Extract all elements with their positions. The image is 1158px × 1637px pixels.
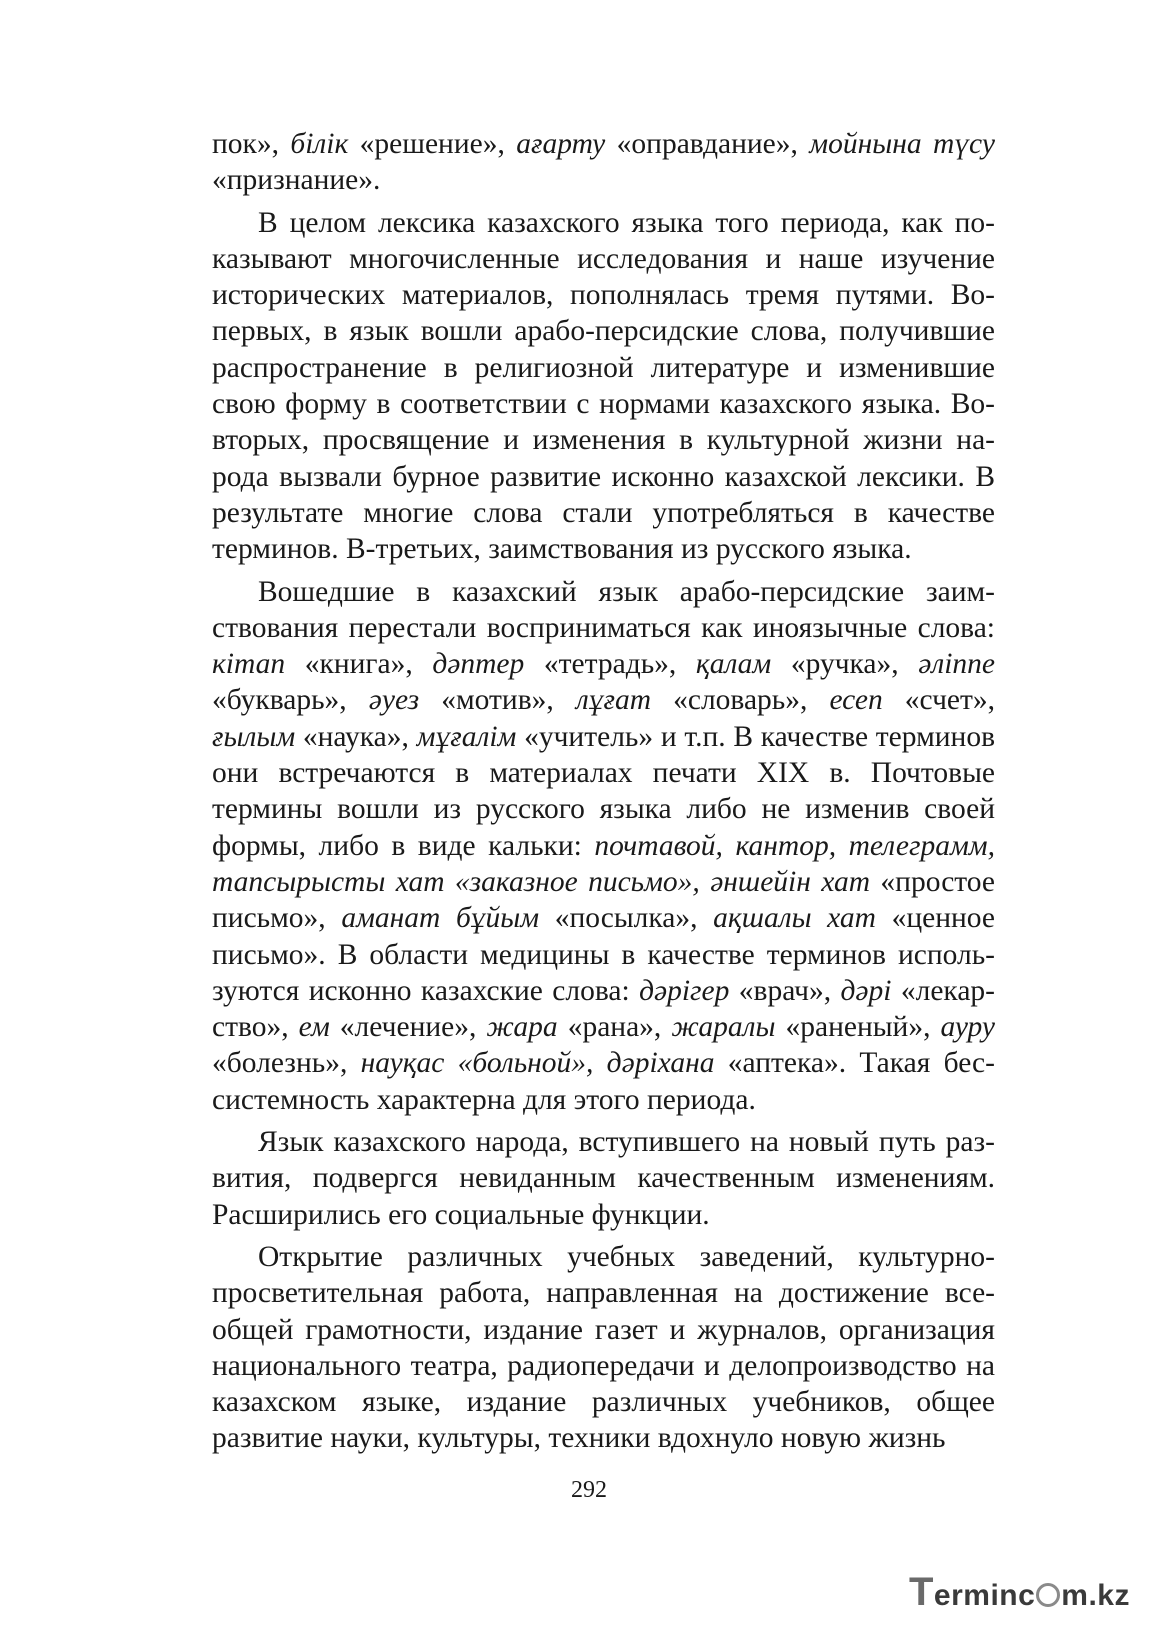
paragraph	[212, 205, 995, 568]
paragraph	[212, 1124, 995, 1233]
text-run: «болезнь»,	[212, 1047, 361, 1080]
page-number: 292	[571, 1477, 607, 1503]
italic-term: қалам	[695, 648, 772, 681]
text-run: «врач»,	[729, 974, 841, 1007]
italic-term: ем	[298, 1011, 330, 1044]
italic-term: аманат бұйым	[341, 902, 540, 935]
italic-term: дәрі	[840, 974, 892, 1007]
text-run: «ручка»,	[771, 648, 919, 681]
text-run: «посылка»,	[539, 902, 714, 935]
paragraph	[212, 126, 995, 199]
italic-term: ғылым	[212, 720, 296, 753]
page-text	[212, 126, 995, 1457]
text-run: «словарь»,	[651, 684, 830, 717]
text-run: Вошедшие в казахский язык арабо-персидские заимствования перестали восприниматься как иноязычные слова:	[212, 575, 995, 644]
italic-term: жара	[486, 1011, 558, 1044]
text-run: «признание».	[212, 164, 381, 197]
text-run: «лечение»,	[329, 1011, 487, 1044]
termincom-watermark-logo	[909, 1570, 1130, 1615]
text-run: «простое письмо»,	[212, 865, 995, 935]
text-run: «тетрадь»,	[524, 648, 696, 681]
text-run: «мотив»,	[419, 684, 576, 717]
text-run: Язык казахского народа, вступившего на новый путь развития, подвергся невиданным качественным изменениям. Расширились его социальные функции.	[212, 1126, 995, 1231]
italic-term: ауру	[940, 1011, 996, 1044]
italic-term: кітап	[212, 648, 286, 681]
text-run: «наука»,	[295, 720, 417, 753]
italic-term: дәптер	[432, 648, 525, 681]
paragraph	[212, 574, 995, 1118]
italic-term: мойнына түсу	[809, 128, 995, 160]
italic-term: ақшалы хат	[713, 902, 876, 935]
text-run: «счет»,	[882, 684, 996, 717]
text-run: «оправдание»,	[605, 128, 810, 160]
watermark-text-middle: erminc	[933, 1579, 1036, 1612]
italic-term: әліппе	[918, 648, 995, 681]
italic-term: әуез	[368, 684, 420, 717]
text-run: «аптека». Такая бессистемность характерна для этого периода.	[212, 1047, 995, 1116]
paragraph	[212, 1239, 995, 1457]
text-run: «раненый»,	[775, 1011, 941, 1044]
text-run: «решение»,	[348, 128, 517, 160]
italic-term: мұғалім	[416, 720, 517, 753]
watermark-letter-t: T	[908, 1570, 934, 1614]
text-run: «рана»,	[557, 1011, 672, 1044]
italic-term: есеп	[829, 684, 883, 717]
italic-term: лұғат	[575, 684, 652, 717]
text-run: «книга»,	[285, 648, 433, 681]
text-run: «букварь»,	[212, 684, 369, 717]
text-run: «учитель» и т.п. В качестве терминов они встречаются в материалах печати XIX в. Почтовые термины вошли из русского языка либо не изменив своей формы, либо в виде кальки:	[212, 720, 995, 862]
watermark-text-end: m.kz	[1061, 1579, 1130, 1612]
italic-term: почтавой, кантор, телеграмм, тапсырысты хат «заказное письмо», әншейін хат	[212, 829, 995, 898]
italic-term: білік	[290, 128, 349, 160]
italic-term: ағарту	[516, 128, 606, 160]
text-run: пок»,	[212, 128, 291, 160]
italic-term: жаралы	[671, 1011, 776, 1044]
watermark-circle-icon	[1036, 1583, 1060, 1607]
text-run: Открытие различных учебных заведений, культурно-просветительная работа, направленная на достижение всеобщей грамотности, издание газет и журналов, организация национального театра, радиопередачи и делопроизводство на казахском языке, издание различных учебников, общее развитие науки, культуры, техники вдохнуло новую жизнь	[212, 1240, 995, 1455]
text-run: В целом лексика казахского языка того периода, как показывают многочисленные исследования и наше изучение исторических материалов, пополнялась тремя путями. Во-первых, в язык вошли арабо-персидские слова, получившие распространение в религиозной литературе и изменившие свою форму в соответствии с нормами казахского языка. Во-вторых, просвящение и изменения в культурной жизни народа вызвали бурное развитие исконно казахской лексики. В результате многие слова стали употребляться в качестве терминов. В-третьих, заимствования из русского языка.	[212, 206, 995, 566]
text-run: «ценное письмо». В области медицины в качестве терминов используются исконно казахские слова:	[212, 902, 995, 1007]
italic-term: науқас «больной», дәріхана	[360, 1047, 715, 1080]
italic-term: дәрігер	[639, 974, 730, 1007]
text-run: «лекарство»,	[212, 974, 995, 1044]
